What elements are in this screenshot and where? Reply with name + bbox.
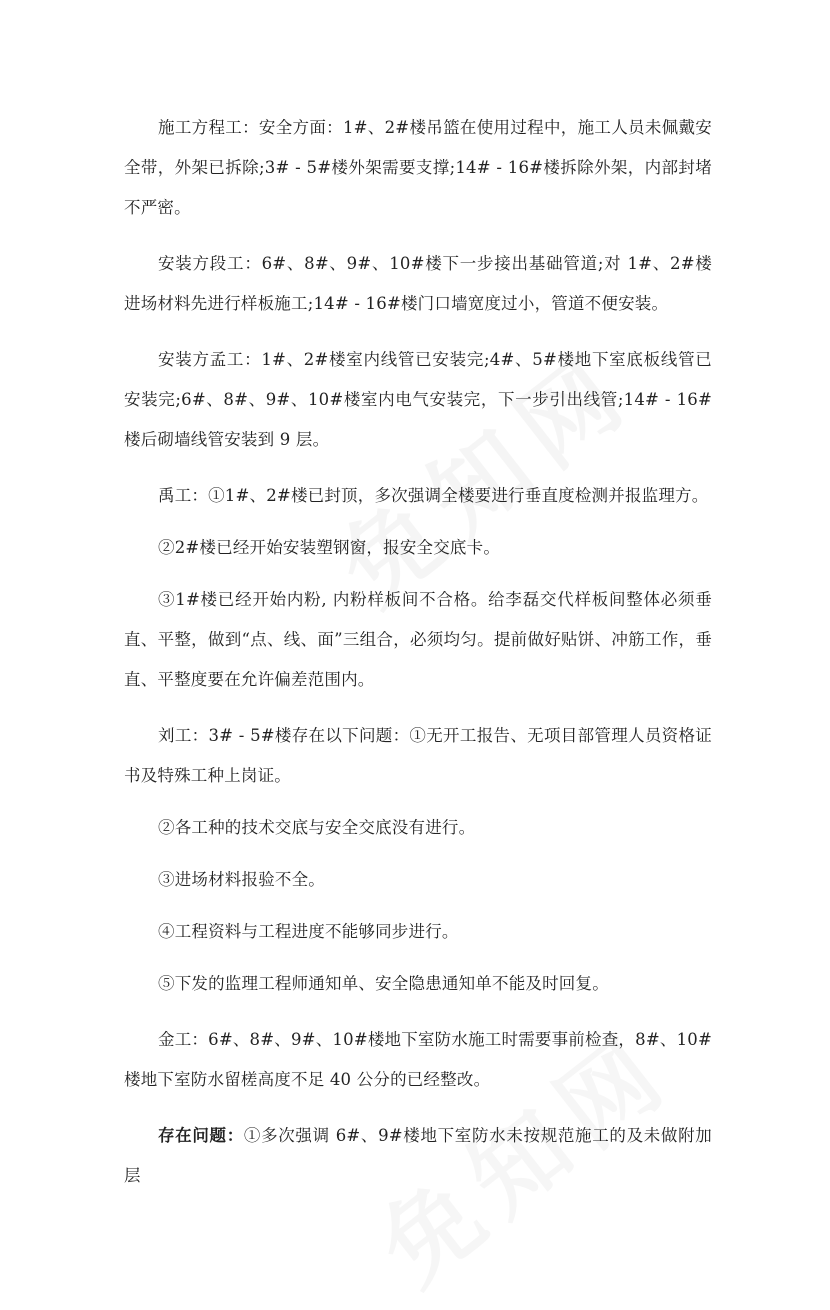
paragraph-installation-meng: 安装方孟工：1#、2#楼室内线管已安装完;4#、5#楼地下室底板线管已安装完;6#、8#、9#、10#楼室内电气安装完，下一步引出线管;14# - 16#楼后砌墙线管安装到 9 层。 <box>124 350 712 449</box>
paragraph-construction-cheng: 施工方程工：安全方面：1#、2#楼吊篮在使用过程中，施工人员未佩戴安全带，外架已拆除;3# - 5#楼外架需要支撑;14# - 16#楼拆除外架，内部封堵不严密。 <box>124 118 712 217</box>
document-body <box>124 108 712 1212</box>
paragraph-yu-item-3: ③1#楼已经开始内粉, 内粉样板间不合格。给李磊交代样板间整体必须垂直、平整，做到“点、线、面”三组合，必须均匀。提前做好贴饼、冲筋工作，垂直、平整度要在允许偏差范围内。 <box>124 590 712 689</box>
existing-problems-text: ①多次强调 6#、9#楼地下室防水未按规范施工的及未做附加层 <box>124 1126 712 1185</box>
paragraph-liu-item-4: ④工程资料与工程进度不能够同步进行。 <box>158 922 459 941</box>
paragraph-installation-duan: 安装方段工：6#、8#、9#、10#楼下一步接出基础管道;对 1#、2#楼进场材料先进行样板施工;14# - 16#楼门口墙宽度过小，管道不便安装。 <box>124 254 712 313</box>
paragraph-yu-item-1: 禹工：①1#、2#楼已封顶，多次强调全楼要进行垂直度检测并报监理方。 <box>158 486 709 505</box>
paragraph-existing-problems <box>124 1116 712 1196</box>
paragraph-liu-item-2: ②各工种的技术交底与安全交底没有进行。 <box>158 818 476 837</box>
paragraph-yu-item-2: ②2#楼已经开始安装塑钢窗，报安全交底卡。 <box>158 538 501 557</box>
paragraph-jin: 金工：6#、8#、9#、10#楼地下室防水施工时需要事前检查，8#、10#楼地下室防水留槎高度不足 40 公分的已经整改。 <box>124 1030 712 1089</box>
paragraph-liu-item-5: ⑤下发的监理工程师通知单、安全隐患通知单不能及时回复。 <box>158 974 609 993</box>
existing-problems-label: 存在问题： <box>158 1126 244 1145</box>
paragraph-liu-item-1: 刘工：3# - 5#楼存在以下问题：①无开工报告、无项目部管理人员资格证书及特殊工种上岗证。 <box>124 726 712 785</box>
paragraph-liu-item-3: ③进场材料报验不全。 <box>158 870 325 889</box>
